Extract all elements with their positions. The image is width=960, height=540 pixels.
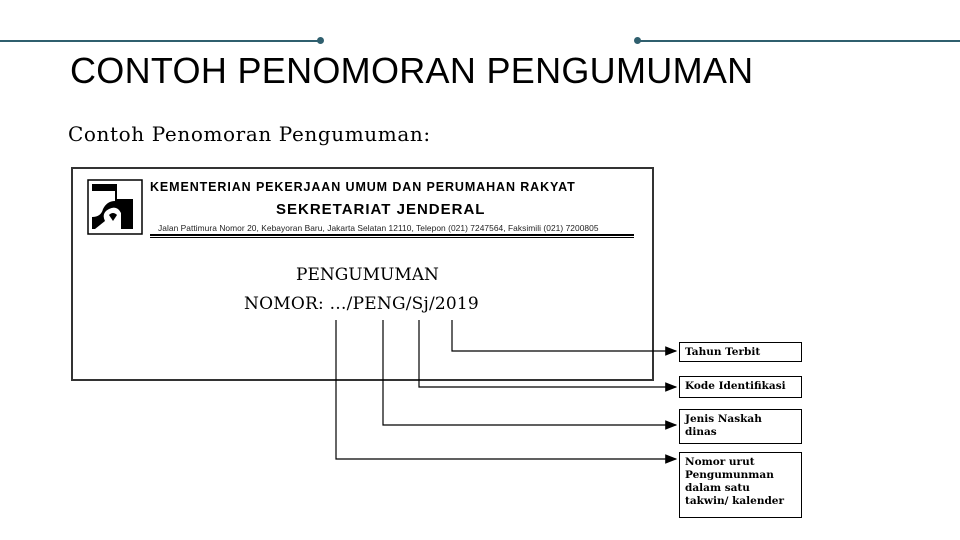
- arrow-year: [452, 320, 676, 351]
- slide-title: CONTOH PENOMORAN PENGUMUMAN: [70, 50, 754, 91]
- document-heading: PENGUMUMAN: [296, 265, 439, 285]
- arrow-sequence: [336, 320, 676, 459]
- address-line: Jalan Pattimura Nomor 20, Kebayoran Baru, Jakarta Selatan 12110, Telepon (021) 7247564, Faksimili (021) 7200805: [158, 223, 599, 233]
- label-code: Kode Identifikasi: [679, 376, 802, 398]
- document-number: NOMOR: …/PENG/Sj/2019: [244, 294, 479, 314]
- ministry-name: KEMENTERIAN PEKERJAAN UMUM DAN PERUMAHAN RAKYAT: [150, 180, 576, 194]
- label-type: Jenis Naskah dinas: [679, 409, 802, 444]
- arrow-type: [383, 320, 676, 425]
- slide-subtitle: Contoh Penomoran Pengumuman:: [68, 122, 431, 146]
- arrow-code: [419, 320, 676, 387]
- label-year: Tahun Terbit: [679, 342, 802, 362]
- unit-name: SEKRETARIAT JENDERAL: [276, 201, 486, 218]
- label-sequence: Nomor urut Pengumunman dalam satu takwin/ kalender: [679, 452, 802, 518]
